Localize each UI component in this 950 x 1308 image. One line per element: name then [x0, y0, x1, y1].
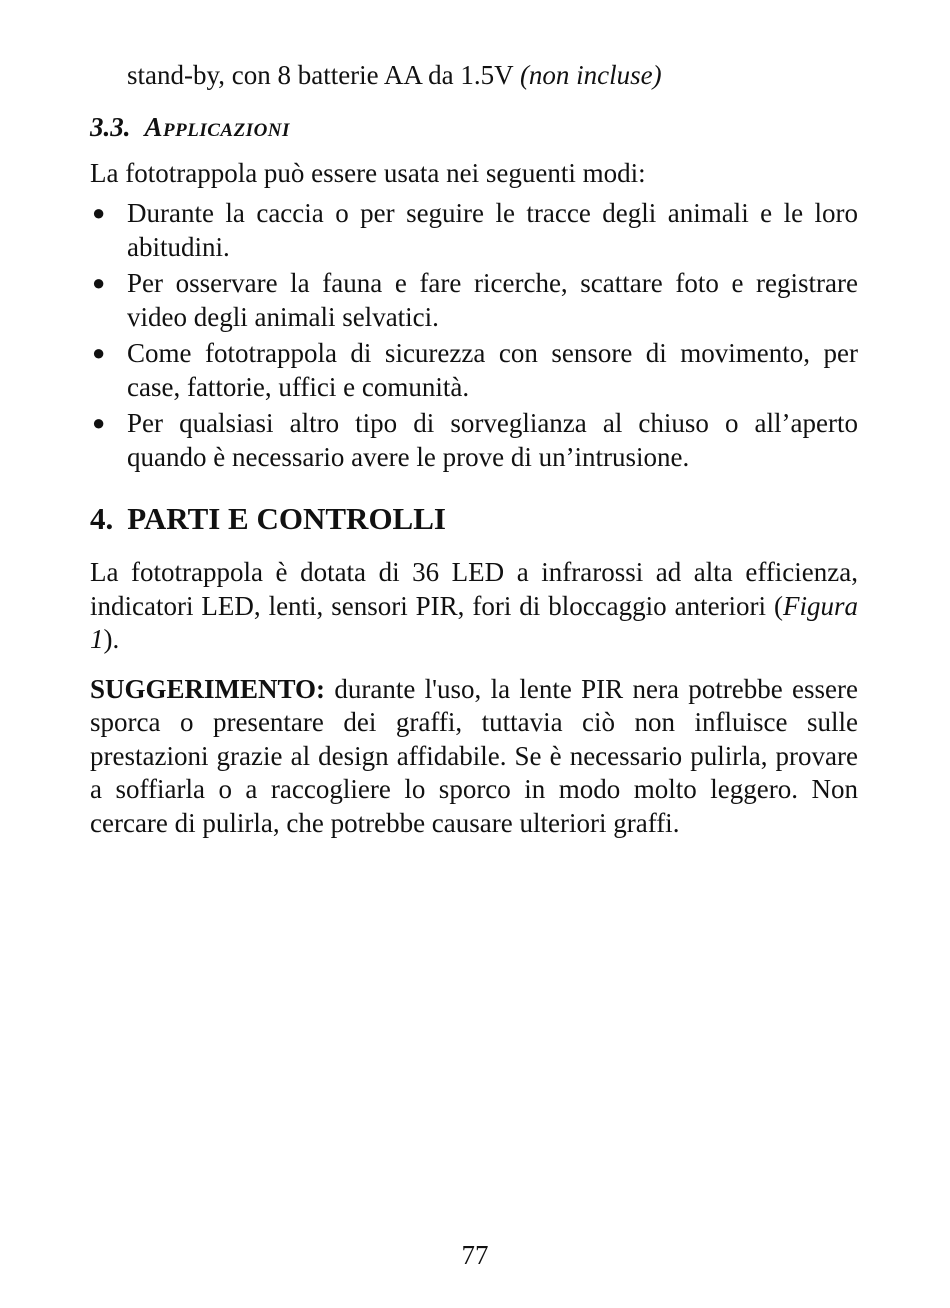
- parts-paragraph-end: ).: [103, 624, 120, 654]
- document-page: [90, 58, 858, 840]
- continued-text-plain: stand-by, con 8 batterie AA da 1.5V: [127, 60, 514, 90]
- list-item-text: Durante la caccia o per seguire le tracce degli animali e le loro abitudini.: [127, 198, 858, 262]
- list-item-text: Per osservare la fauna e fare ricerche, scattare foto e registrare video degli animali selvatici.: [127, 268, 858, 332]
- subsection-heading: [90, 110, 858, 144]
- parts-paragraph: [90, 556, 858, 657]
- list-item: [90, 406, 858, 474]
- bullet-icon: ●: [92, 200, 106, 225]
- subsection-number: 3.3.: [90, 112, 131, 142]
- bullet-icon: ●: [92, 270, 106, 295]
- parts-paragraph-text: La fototrappola è dotata di 36 LED a infrarossi ad alta efficienza, indicatori LED, lenti, sensori PIR, fori di bloccaggio anteriori (: [90, 557, 858, 621]
- list-item: [90, 336, 858, 404]
- bullet-icon: ●: [92, 340, 106, 365]
- subsection-title: Applicazioni: [144, 112, 290, 142]
- tip-label: SUGGERIMENTO:: [90, 673, 326, 704]
- applications-list: [90, 196, 858, 474]
- list-item: [90, 266, 858, 334]
- figure-reference: Figura 1: [90, 590, 858, 654]
- section-heading: [90, 500, 858, 538]
- list-item-text: Come fototrappola di sicurezza con sensore di movimento, per case, fattorie, uffici e comunità.: [127, 338, 858, 402]
- page-number: 77: [461, 1240, 489, 1270]
- continued-text-italic: (non incluse): [519, 60, 662, 90]
- section-number: 4.: [90, 501, 114, 536]
- list-item: [90, 196, 858, 264]
- intro-text: La fototrappola può essere usata nei seguenti modi:: [90, 158, 646, 188]
- tip-paragraph: [90, 673, 858, 841]
- bullet-icon: ●: [92, 410, 106, 435]
- tip-text: durante l'uso, la lente PIR nera potrebbe essere sporca o presentare dei graffi, tuttavia ciò non influisce sulle prestazioni grazie al design affidabile. Se è necessario pulirla, provare a soffiarla o a raccogliere lo sporco in modo molto leggero. Non cercare di pulirla, che potrebbe causare ulteriori graffi.: [90, 673, 858, 838]
- section-title: PARTI E CONTROLLI: [127, 501, 446, 536]
- continued-text: [127, 58, 858, 92]
- list-item-text: Per qualsiasi altro tipo di sorveglianza al chiuso o all’aperto quando è necessario avere le prove di un’intrusione.: [127, 408, 858, 472]
